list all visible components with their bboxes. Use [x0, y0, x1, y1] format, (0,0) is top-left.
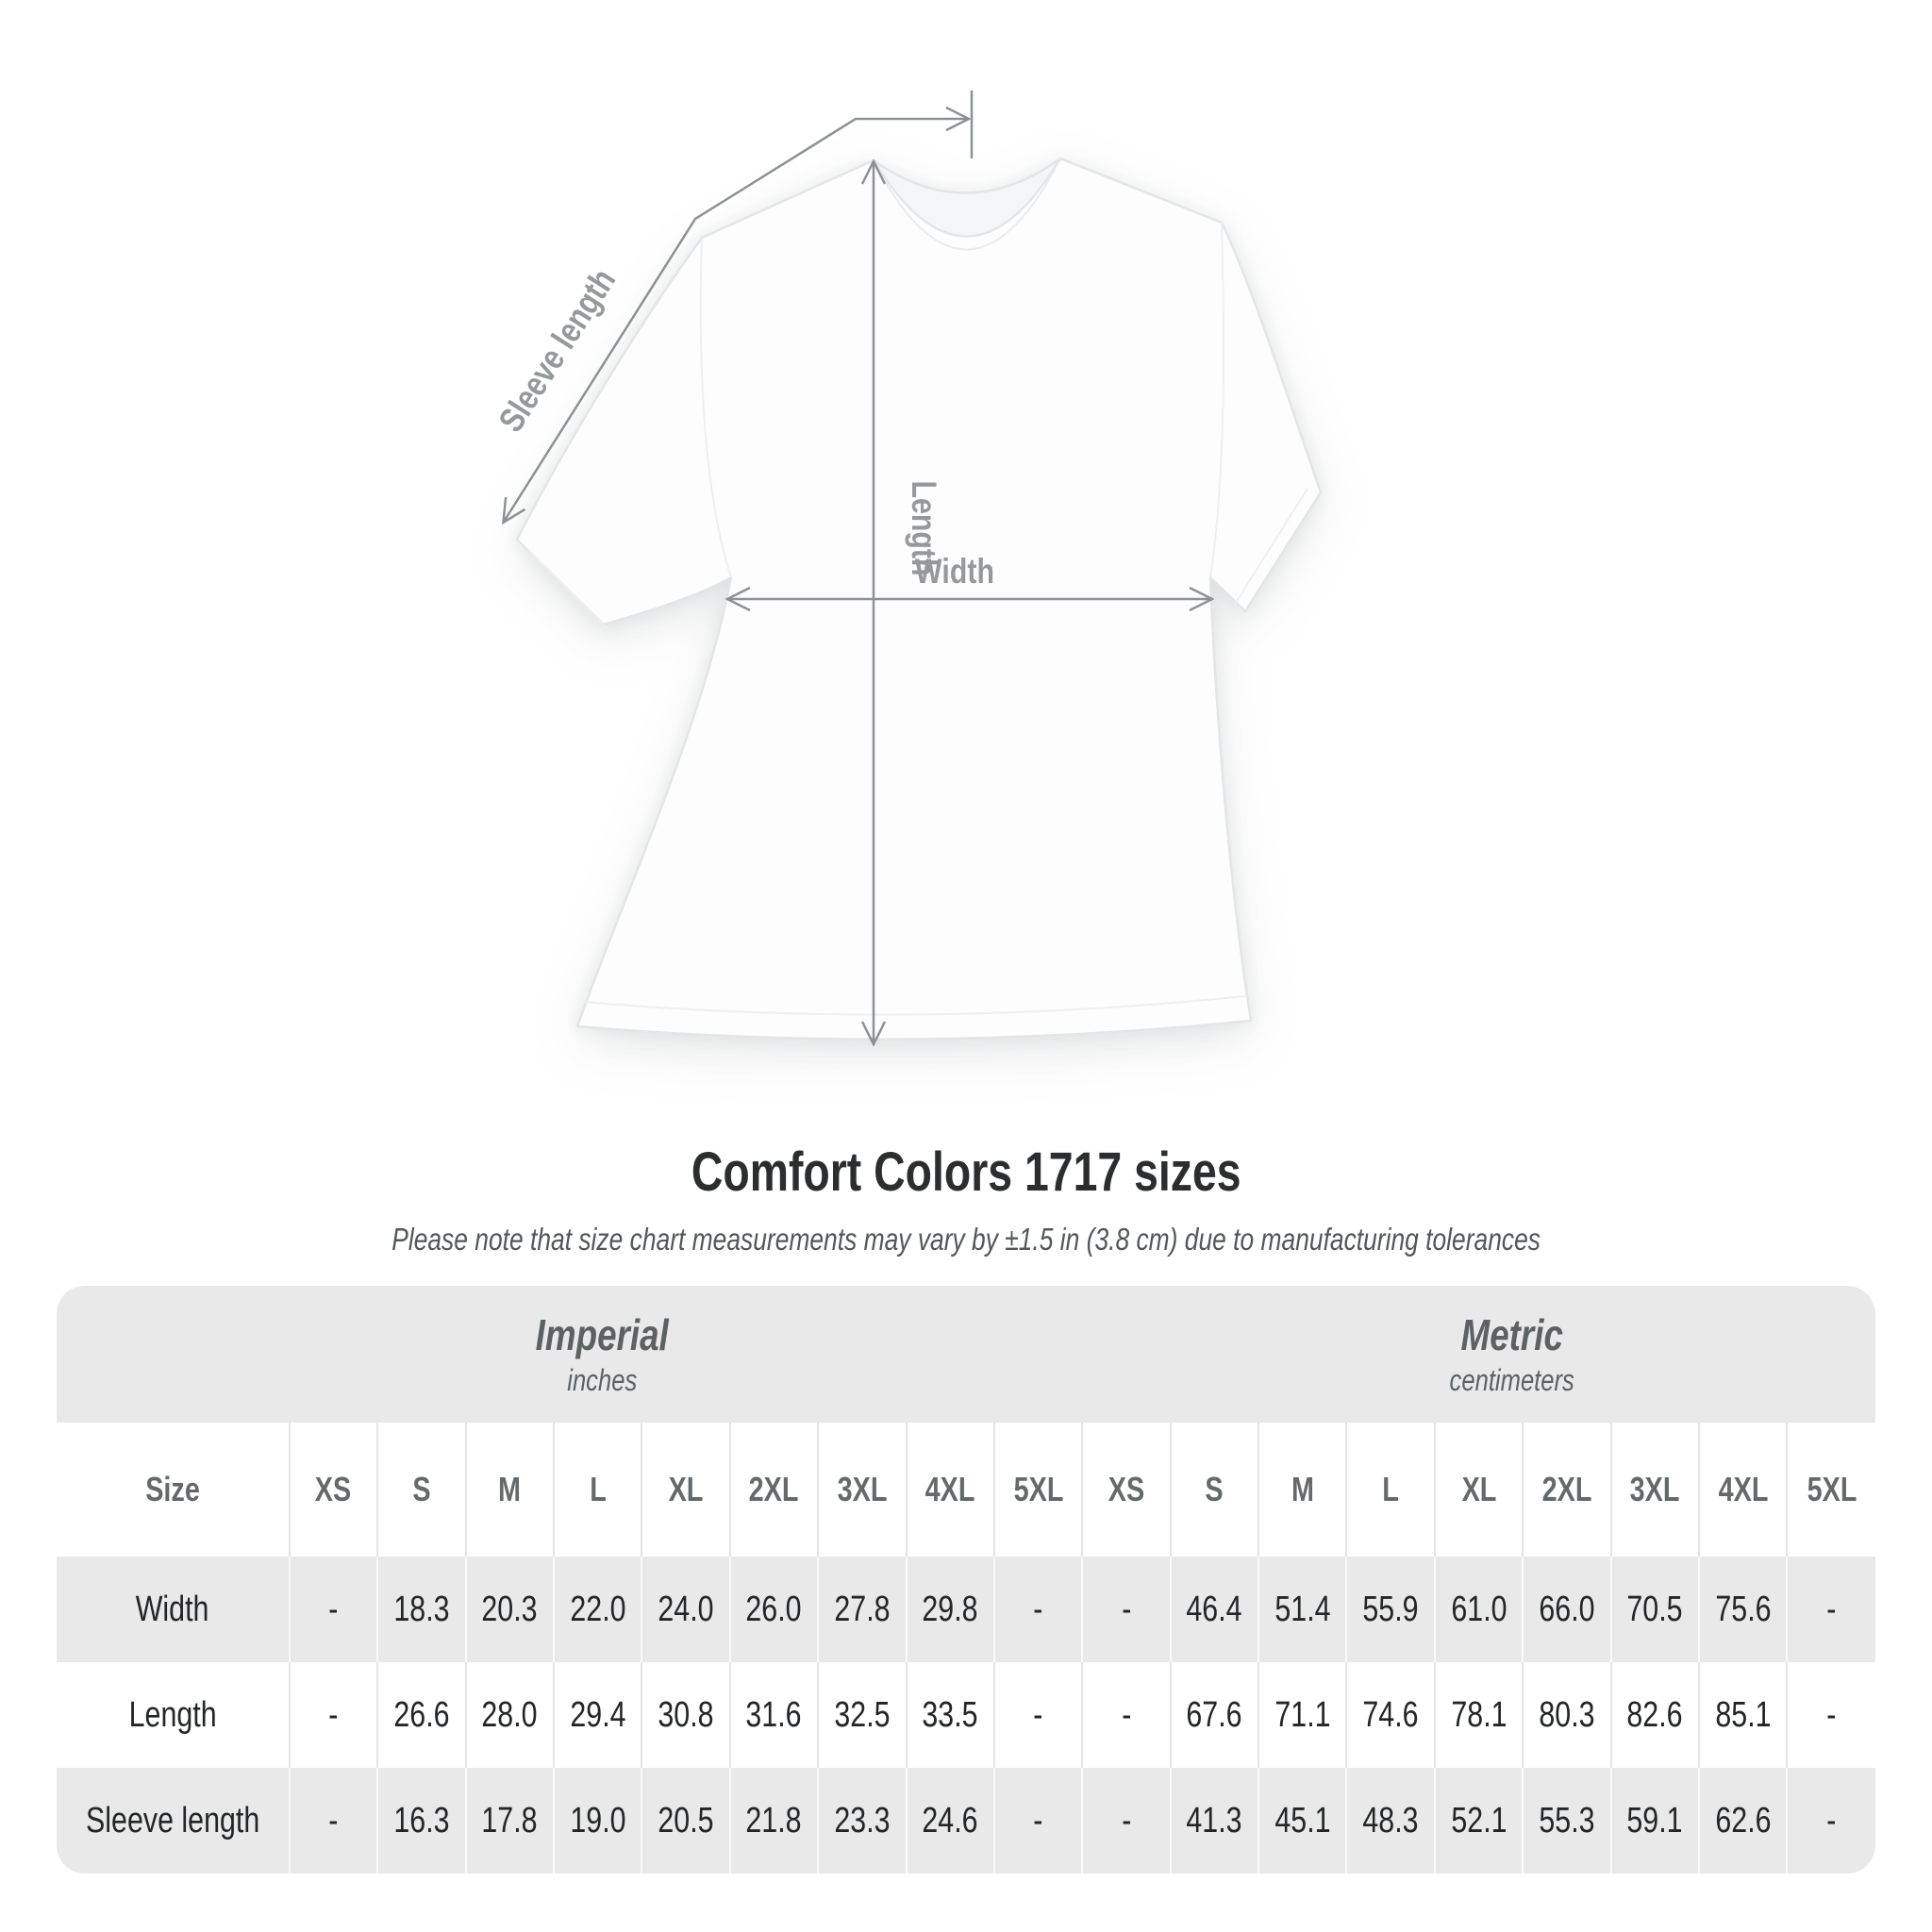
size-header-imperial-2xl: 2XL: [730, 1423, 818, 1557]
size-table-body: [57, 1423, 1875, 1874]
size-header-metric-xl: XL: [1435, 1423, 1523, 1557]
size-column-header: Size: [145, 1470, 200, 1508]
table-cell: 29.4: [554, 1662, 641, 1768]
table-cell: 19.0: [554, 1768, 641, 1874]
table-cell: 55.9: [1346, 1557, 1434, 1662]
table-cell: 59.1: [1611, 1768, 1699, 1874]
table-cell: -: [290, 1662, 377, 1768]
table-cell: 28.0: [466, 1662, 554, 1768]
table-cell: 24.0: [641, 1557, 729, 1662]
table-cell: 66.0: [1523, 1557, 1610, 1662]
row-label: Sleeve length: [85, 1800, 260, 1840]
table-row: [57, 1768, 1875, 1874]
metric-group-unit: centimeters: [1449, 1362, 1574, 1397]
table-cell: -: [1082, 1557, 1170, 1662]
size-header-imperial-4xl: 4XL: [907, 1423, 994, 1557]
size-header-metric-s: S: [1171, 1423, 1258, 1557]
size-header-imperial-s: S: [377, 1423, 465, 1557]
table-cell: 26.6: [377, 1662, 465, 1768]
sleeve-length-label: Sleeve length: [491, 261, 624, 440]
table-cell: 74.6: [1346, 1662, 1434, 1768]
imperial-group-title: Imperial: [535, 1309, 669, 1359]
size-header-metric-m: M: [1258, 1423, 1346, 1557]
table-cell: 27.8: [818, 1557, 906, 1662]
table-cell: 32.5: [818, 1662, 906, 1768]
table-cell: 18.3: [377, 1557, 465, 1662]
table-cell: 31.6: [730, 1662, 818, 1768]
size-header-metric-5xl: 5XL: [1787, 1423, 1875, 1557]
table-cell: 80.3: [1523, 1662, 1610, 1768]
table-cell: 46.4: [1171, 1557, 1258, 1662]
table-cell: 55.3: [1523, 1768, 1610, 1874]
size-table-grid: [57, 1423, 1875, 1874]
table-cell: 70.5: [1611, 1557, 1699, 1662]
size-header-metric-3xl: 3XL: [1611, 1423, 1699, 1557]
unit-group-band: [57, 1286, 1875, 1423]
table-cell: 23.3: [818, 1768, 906, 1874]
size-header-metric-l: L: [1346, 1423, 1434, 1557]
table-cell: 52.1: [1435, 1768, 1523, 1874]
row-label: Length: [128, 1694, 217, 1735]
table-cell: -: [994, 1662, 1082, 1768]
table-cell: -: [1787, 1768, 1875, 1874]
table-cell: 16.3: [377, 1768, 465, 1874]
tolerance-note: Please note that size chart measurements may vary by ±1.5 in (3.8 cm) due to manufacturing tolerances: [391, 1222, 1541, 1257]
table-cell: 20.5: [641, 1768, 729, 1874]
width-label: Width: [915, 552, 994, 591]
size-header-imperial-5xl: 5XL: [994, 1423, 1082, 1557]
table-cell: -: [1082, 1662, 1170, 1768]
page-title: Comfort Colors 1717 sizes: [691, 1141, 1241, 1203]
table-cell: 67.6: [1171, 1662, 1258, 1768]
size-header-imperial-3xl: 3XL: [818, 1423, 906, 1557]
table-cell: 61.0: [1435, 1557, 1523, 1662]
table-cell: -: [1787, 1662, 1875, 1768]
table-cell: 22.0: [554, 1557, 641, 1662]
metric-group-header: [1148, 1286, 1875, 1423]
table-cell: 45.1: [1258, 1768, 1346, 1874]
table-cell: 26.0: [730, 1557, 818, 1662]
table-cell: -: [1787, 1557, 1875, 1662]
table-cell: 29.8: [907, 1557, 994, 1662]
table-cell: 71.1: [1258, 1662, 1346, 1768]
size-header-imperial-xs: XS: [290, 1423, 377, 1557]
table-cell: -: [994, 1557, 1082, 1662]
size-header-row: [57, 1423, 1875, 1557]
table-row: [57, 1662, 1875, 1768]
size-header-imperial-l: L: [554, 1423, 641, 1557]
table-cell: 82.6: [1611, 1662, 1699, 1768]
length-label: Length: [904, 480, 943, 576]
imperial-group-unit: inches: [567, 1362, 638, 1397]
table-cell: 17.8: [466, 1768, 554, 1874]
table-cell: 33.5: [907, 1662, 994, 1768]
size-table: [57, 1286, 1875, 1874]
table-cell: -: [290, 1557, 377, 1662]
table-cell: -: [1082, 1768, 1170, 1874]
row-label: Width: [136, 1589, 209, 1629]
table-cell: 24.6: [907, 1768, 994, 1874]
imperial-group-header: [57, 1286, 1148, 1423]
table-row: [57, 1557, 1875, 1662]
size-header-metric-4xl: 4XL: [1699, 1423, 1787, 1557]
size-header-imperial-xl: XL: [641, 1423, 729, 1557]
table-cell: 30.8: [641, 1662, 729, 1768]
size-header-metric-xs: XS: [1082, 1423, 1170, 1557]
table-cell: 21.8: [730, 1768, 818, 1874]
table-cell: 85.1: [1699, 1662, 1787, 1768]
size-header-metric-2xl: 2XL: [1523, 1423, 1610, 1557]
table-cell: 62.6: [1699, 1768, 1787, 1874]
table-cell: 20.3: [466, 1557, 554, 1662]
table-cell: 78.1: [1435, 1662, 1523, 1768]
table-cell: 51.4: [1258, 1557, 1346, 1662]
metric-group-title: Metric: [1460, 1309, 1563, 1359]
size-header-imperial-m: M: [466, 1423, 554, 1557]
table-cell: -: [290, 1768, 377, 1874]
table-cell: 75.6: [1699, 1557, 1787, 1662]
table-cell: -: [994, 1768, 1082, 1874]
table-cell: 48.3: [1346, 1768, 1434, 1874]
table-cell: 41.3: [1171, 1768, 1258, 1874]
